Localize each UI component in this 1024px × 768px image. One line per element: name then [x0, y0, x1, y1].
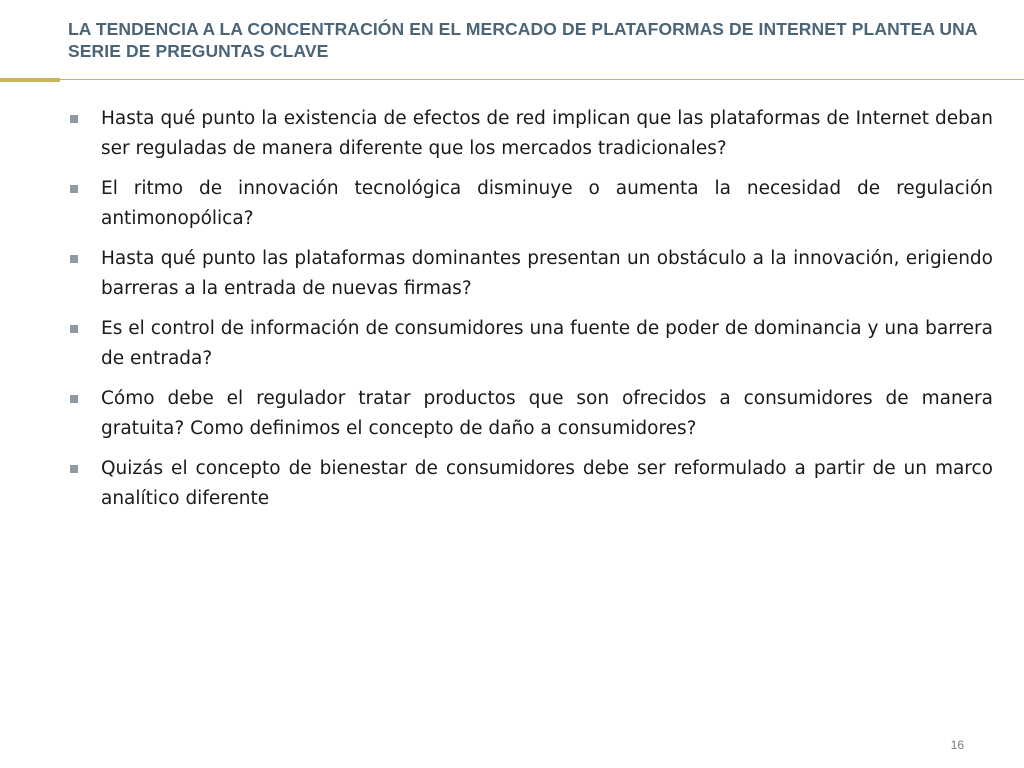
bullet-item — [68, 314, 993, 374]
bullet-item — [68, 244, 993, 304]
slide-title: LA TENDENCIA A LA CONCENTRACIÓN EN EL MERCADO DE PLATAFORMAS DE INTERNET PLANTEA UNA SERIE DE PREGUNTAS CLAVE — [68, 19, 977, 61]
bullet-item — [68, 104, 993, 164]
bullet-text: Es el control de información de consumidores una fuente de poder de dominancia y una barrera de entrada? — [101, 318, 993, 369]
bullet-item — [68, 384, 993, 444]
bullet-text: Hasta qué punto la existencia de efectos de red implican que las plataformas de Internet deban ser reguladas de manera diferente que los mercados tradicionales? — [101, 108, 993, 159]
bullet-item — [68, 454, 993, 514]
square-bullet-icon — [70, 465, 78, 473]
bullet-text: Cómo debe el regulador tratar productos que son ofrecidos a consumidores de manera gratuita? Como definimos el concepto de daño a consumidores? — [101, 388, 993, 439]
square-bullet-icon — [70, 185, 78, 193]
title-accent-bar — [0, 78, 60, 82]
bullet-list — [68, 104, 993, 524]
title-divider-line — [60, 79, 1024, 80]
square-bullet-icon — [70, 115, 78, 123]
bullet-text: Hasta qué punto las plataformas dominantes presentan un obstáculo a la innovación, erigiendo barreras a la entrada de nuevas firmas? — [101, 248, 993, 299]
square-bullet-icon — [70, 395, 78, 403]
bullet-text: Quizás el concepto de bienestar de consumidores debe ser reformulado a partir de un marco analítico diferente — [101, 458, 993, 509]
square-bullet-icon — [70, 325, 78, 333]
bullet-item — [68, 174, 993, 234]
page-number: 16 — [950, 738, 964, 752]
square-bullet-icon — [70, 255, 78, 263]
bullet-text: El ritmo de innovación tecnológica disminuye o aumenta la necesidad de regulación antimonopólica? — [101, 178, 993, 229]
